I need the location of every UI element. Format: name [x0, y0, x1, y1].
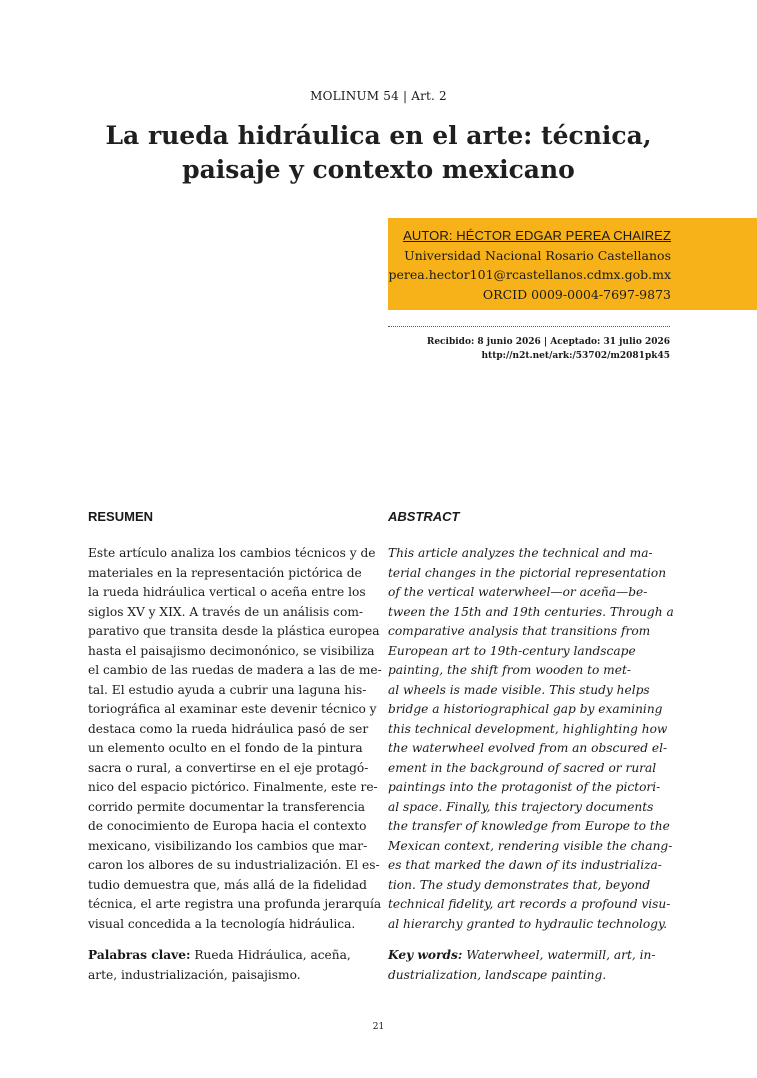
- text-line: visual concedida a la tecnología hidráulica.: [88, 916, 356, 931]
- text-line: paintings into the protagonist of the pictori-: [388, 780, 661, 794]
- article-dates: [388, 335, 670, 363]
- text-line: European art to 19th-century landscape: [388, 643, 636, 658]
- text-line: es that marked the dawn of its industrializa-: [388, 858, 662, 872]
- key-words: [388, 946, 674, 985]
- text-line: toriográfica al examinar este devenir técnico y: [88, 702, 377, 716]
- received-accepted: Recibido: 8 junio 2026 | Aceptado: 31 julio 2026: [426, 337, 670, 347]
- text-line: al hierarchy granted to hydraulic technology.: [388, 916, 668, 931]
- keywords-label: Key words:: [388, 948, 463, 962]
- abstract-body: [388, 544, 674, 934]
- text-line: técnica, el arte registra una profunda jerarquía: [88, 897, 382, 911]
- text-line: un elemento oculto en el fondo de la pintura: [88, 741, 363, 755]
- author-name: AUTOR: HÉCTOR EDGAR PEREA CHAIREZ: [403, 228, 671, 243]
- keywords-text: arte, industrialización, paisajismo.: [88, 967, 301, 982]
- text-line: the waterwheel evolved from an obscured el-: [388, 741, 668, 755]
- text-line: bridge a historiographical gap by examining: [388, 702, 663, 716]
- text-line: Mexican context, rendering visible the chang-: [388, 838, 673, 853]
- text-line: destaca como la rueda hidráulica pasó de ser: [88, 721, 369, 736]
- resumen-heading: RESUMEN: [88, 509, 154, 524]
- text-line: de conocimiento de Europa hacia el contexto: [88, 819, 367, 833]
- title-line: paisaje y contexto mexicano: [182, 155, 575, 184]
- text-line: tal. El estudio ayuda a cubrir una laguna his-: [88, 682, 367, 697]
- text-line: al space. Finally, this trajectory documents: [388, 799, 654, 814]
- keywords-text: Waterwheel, watermill, art, in-: [462, 948, 656, 962]
- text-line: of the vertical waterwheel—or aceña—be-: [388, 585, 648, 599]
- text-line: This article analyzes the technical and ma-: [388, 546, 653, 560]
- text-line: this technical development, highlighting how: [388, 721, 668, 736]
- keywords-label: Palabras clave:: [88, 948, 191, 962]
- resumen-body: [88, 544, 382, 934]
- text-line: mexicano, visibilizando los cambios que mar-: [88, 838, 368, 853]
- page-number: 21: [372, 1022, 385, 1032]
- text-line: parativo que transita desde la plástica europea: [88, 624, 380, 638]
- text-line: Este artículo analiza los cambios técnicos y de: [88, 546, 376, 560]
- author-box: [388, 218, 757, 310]
- author-affiliation: Universidad Nacional Rosario Castellanos: [404, 247, 671, 263]
- text-line: la rueda hidráulica vertical o aceña entre los: [88, 585, 366, 599]
- text-line: materiales en la representación pictórica de: [88, 565, 362, 580]
- text-line: technical fidelity, art records a profound visu-: [388, 897, 671, 911]
- text-line: tion. The study demonstrates that, beyond: [388, 877, 651, 892]
- dotted-divider: [388, 326, 670, 327]
- abstract-heading: ABSTRACT: [388, 509, 460, 524]
- text-line: terial changes in the pictorial representation: [388, 565, 667, 580]
- author-email[interactable]: perea.hector101@rcastellanos.cdmx.gob.mx: [388, 267, 671, 282]
- text-line: caron los albores de su industrialización. El es-: [88, 858, 380, 872]
- text-line: hasta el paisajismo decimonónico, se visibiliza: [88, 643, 375, 658]
- keywords-text: Rueda Hidráulica, aceña,: [190, 948, 351, 962]
- text-line: sacra o rural, a convertirse en el eje protagó-: [88, 760, 369, 775]
- text-line: al wheels is made visible. This study helps: [388, 682, 650, 697]
- text-line: comparative analysis that transitions from: [388, 624, 651, 638]
- article-title: [60, 119, 697, 187]
- text-line: tween the 15th and 19th centuries. Through a: [388, 604, 674, 619]
- palabras-clave: [88, 946, 374, 985]
- text-line: corrido permite documentar la transferencia: [88, 799, 366, 814]
- text-line: el cambio de las ruedas de madera a las de me-: [88, 663, 382, 677]
- keywords-text: dustrialization, landscape painting.: [388, 967, 607, 982]
- text-line: the transfer of knowledge from Europe to the: [388, 819, 670, 833]
- text-line: tudio demuestra que, más allá de la fidelidad: [88, 877, 367, 892]
- text-line: painting, the shift from wooden to met-: [388, 663, 631, 677]
- text-line: ement in the background of sacred or rural: [388, 760, 657, 775]
- author-orcid[interactable]: ORCID 0009-0004-7697-9873: [482, 286, 671, 302]
- ark-link[interactable]: http://n2t.net/ark:/53702/m2081pk45: [481, 351, 670, 361]
- text-line: nico del espacio pictórico. Finalmente, este re-: [88, 780, 378, 794]
- title-line: La rueda hidráulica en el arte: técnica,: [105, 121, 652, 150]
- text-line: siglos XV y XIX. A través de un análisis com-: [88, 604, 363, 619]
- journal-header: MOLINUM 54 | Art. 2: [310, 89, 447, 103]
